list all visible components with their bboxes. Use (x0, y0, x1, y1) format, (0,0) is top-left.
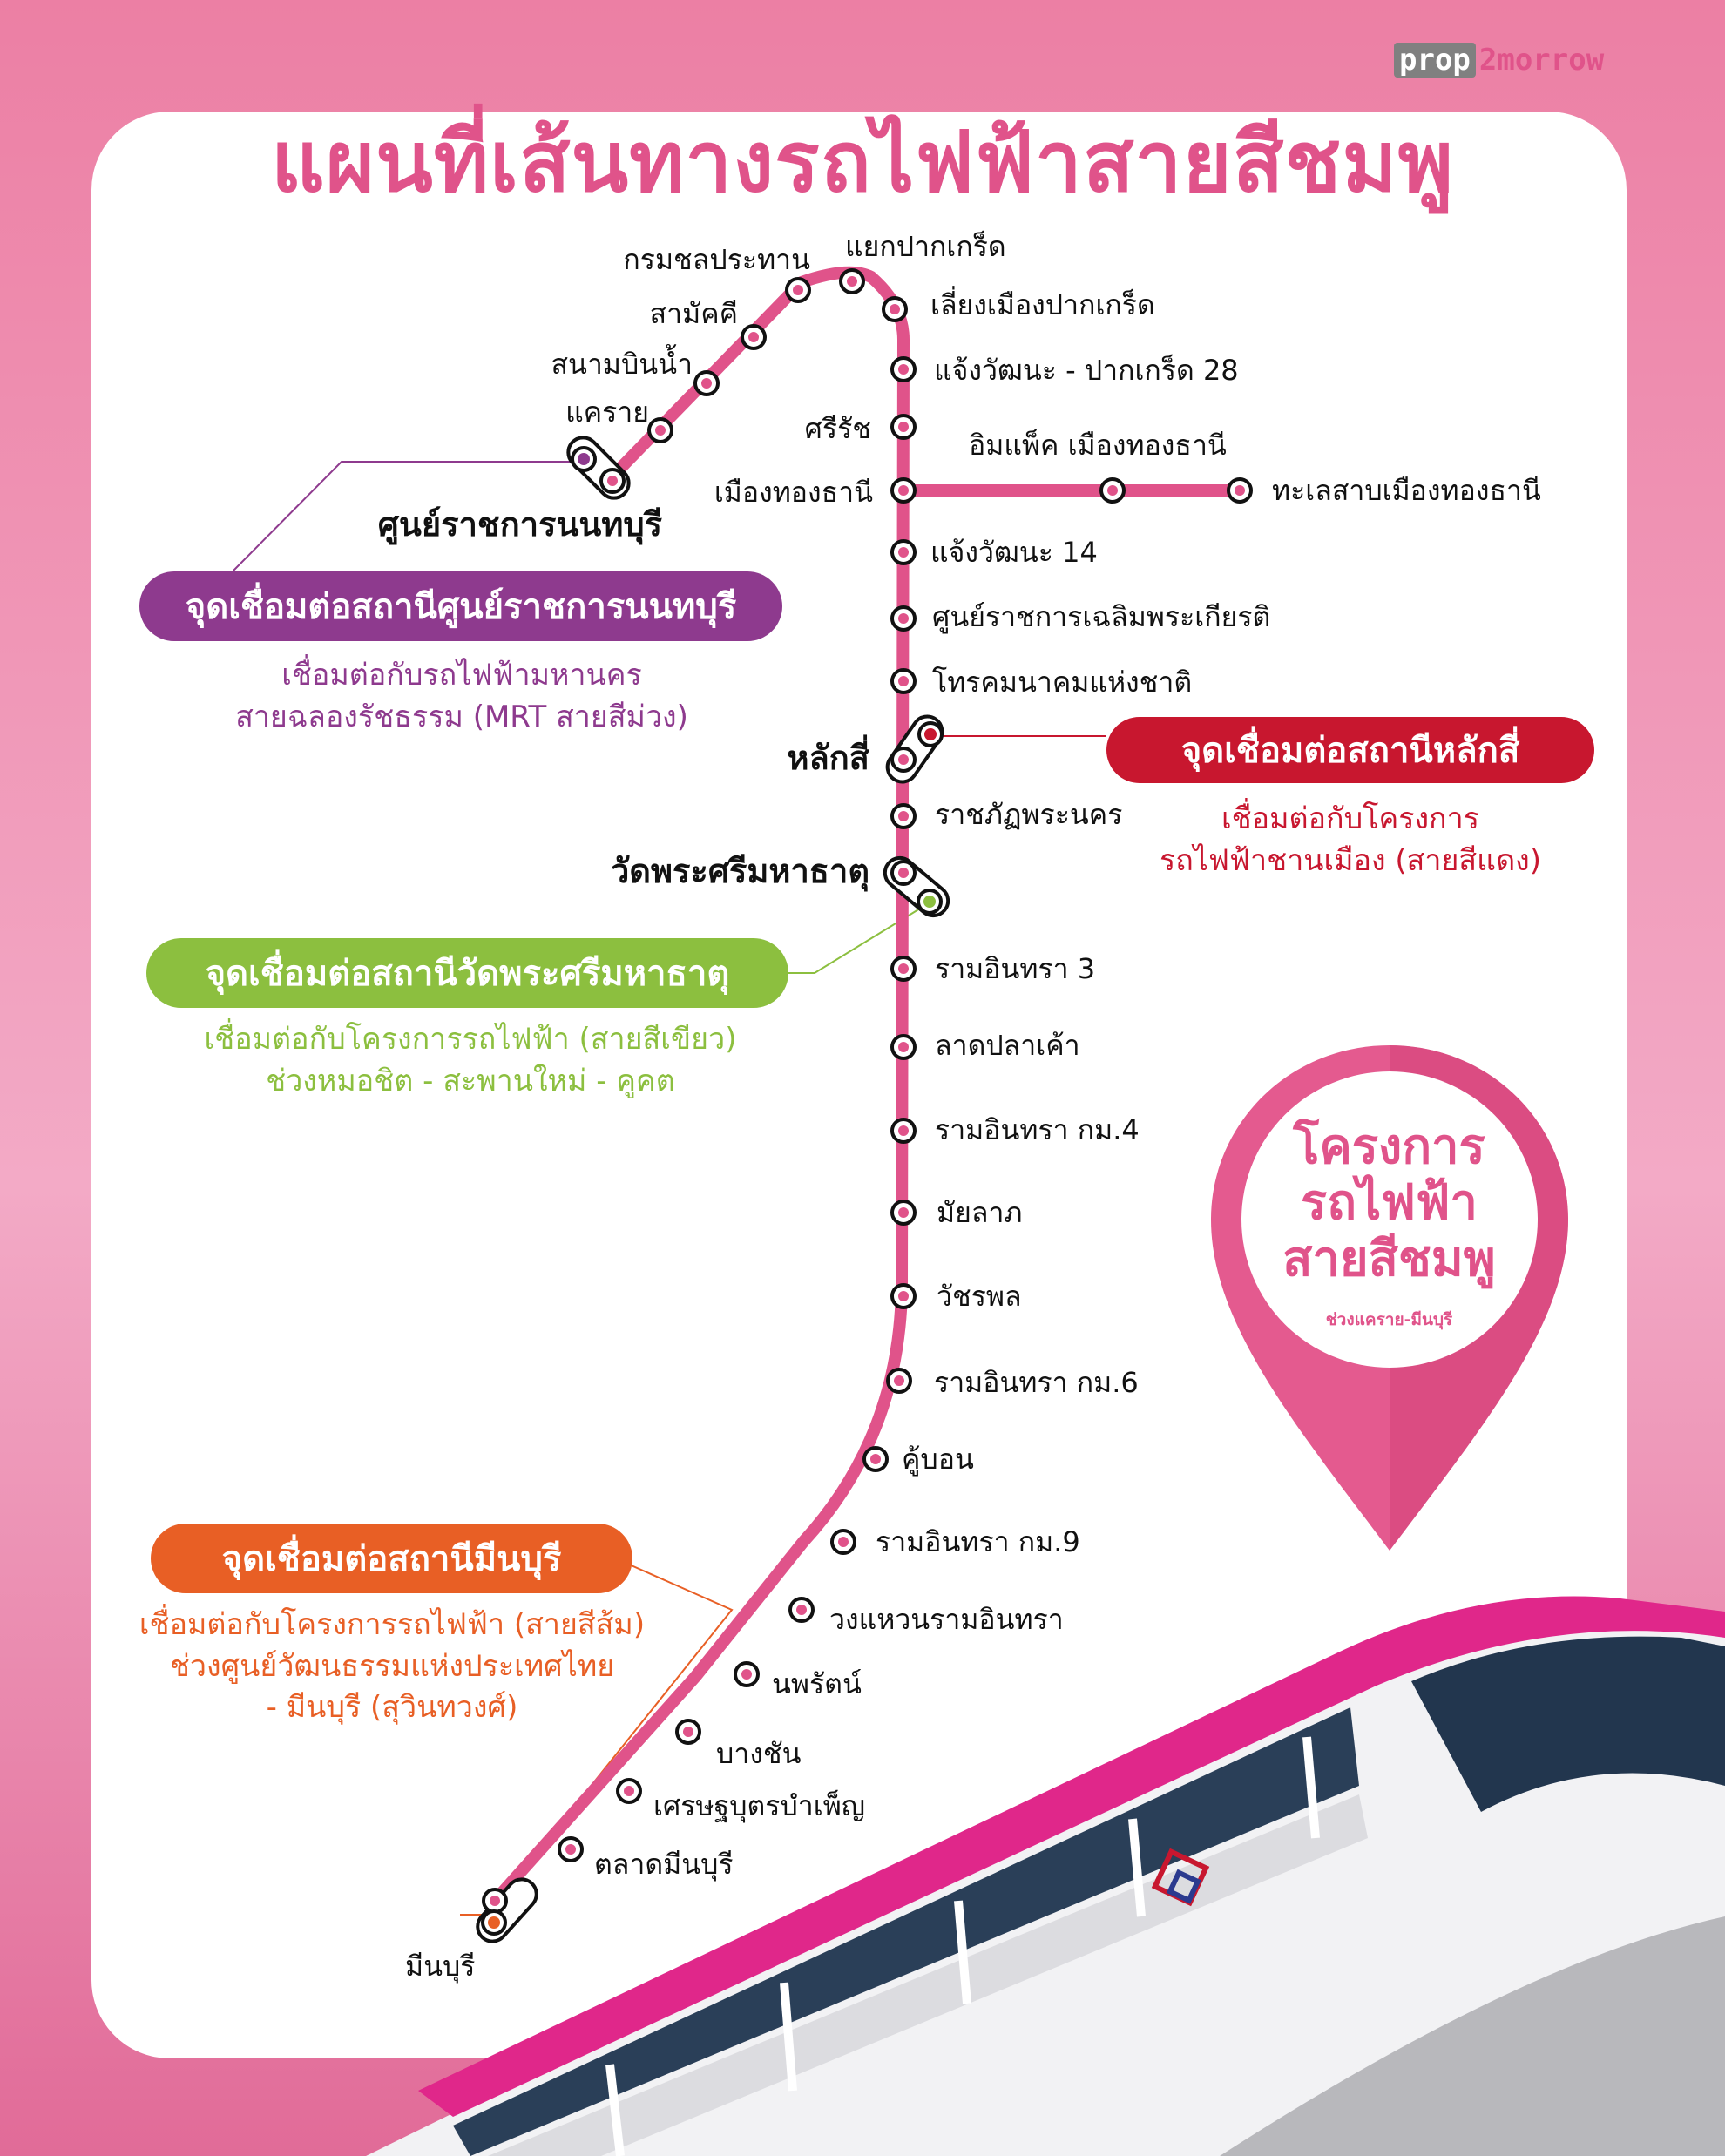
station-dot-center-22 (898, 364, 909, 375)
interchange-dot-center-0 (578, 453, 590, 465)
station-label-7: คู้บอน (902, 1443, 974, 1476)
station-dot-center-24 (847, 276, 857, 287)
station-dot-center-19 (898, 547, 909, 558)
station-label-4: นพรัตน์ (772, 1667, 862, 1700)
branch-station-dot-center-0 (1107, 485, 1118, 496)
station-label-13: รามอินทรา 3 (935, 952, 1096, 985)
station-label-19: แจ้งวัฒนะ 14 (930, 536, 1098, 569)
station-dot-center-16 (898, 754, 909, 765)
station-dot-center-1 (565, 1844, 576, 1855)
station-dot-center-17 (898, 676, 909, 686)
brand-part2: 2morrow (1478, 43, 1605, 78)
station-dot-center-23 (890, 304, 900, 314)
station-label-25: กรมชลประทาน (623, 243, 810, 276)
laksi-desc-line1: เชื่อมต่อกับโครงการ (1221, 801, 1479, 836)
station-label-16: หลักสี่ (787, 739, 869, 777)
station-dot-center-6 (838, 1537, 849, 1547)
station-dot-center-3 (683, 1727, 693, 1737)
station-dot-center-20 (898, 485, 909, 496)
pin-subtitle: ช่วงแคราย-มีนบุรี (1325, 1310, 1453, 1329)
minburi-interchange-desc (113, 1605, 671, 1729)
station-label-23: เลี่ยงเมืองปากเกร็ด (930, 288, 1155, 321)
pin-line1: โครงการ (1293, 1119, 1485, 1175)
station-dot-center-26 (748, 332, 759, 342)
nonthaburi-interchange-desc (174, 655, 749, 738)
station-dot-center-15 (898, 811, 909, 821)
minburi-desc-line1: เชื่อมต่อกับโครงการรถไฟฟ้า (สายสีส้ม) (139, 1607, 646, 1642)
minburi-desc-line3: - มีนบุรี (สุวินทวงศ์) (266, 1690, 518, 1726)
station-label-21: ศรีรัช (804, 412, 871, 445)
station-label-15: ราชภัฏพระนคร (935, 798, 1123, 831)
station-label-1: ตลาดมีนบุรี (594, 1848, 734, 1881)
station-label-3: บางชัน (716, 1737, 802, 1770)
station-label-18: ศูนย์ราชการเฉลิมพระเกียรติ (932, 600, 1271, 633)
station-dot-center-9 (898, 1291, 909, 1301)
station-dot-center-29 (607, 476, 618, 486)
watphra-interchange-title: จุดเชื่อมต่อสถานีวัดพระศรีมหาธาตุ (146, 938, 788, 1008)
station-label-9: วัชรพล (937, 1280, 1022, 1313)
station-label-20: เมืองทองธานี (714, 476, 873, 509)
interchange-dot-center-3 (488, 1916, 500, 1929)
station-dot-center-13 (898, 963, 909, 974)
station-label-27: สนามบินน้ำ (551, 348, 693, 381)
station-label-24: แยกปากเกร็ด (845, 230, 1006, 263)
station-label-2: เศรษฐบุตรบำเพ็ญ (653, 1789, 866, 1822)
station-label-10: มัยลาภ (937, 1196, 1023, 1229)
nonthaburi-interchange-title: จุดเชื่อมต่อสถานีศูนย์ราชการนนทบุรี (139, 571, 782, 641)
station-label-22: แจ้งวัฒนะ - ปากเกร็ด 28 (934, 354, 1239, 387)
station-dot-center-27 (701, 378, 712, 389)
station-label-28: แคราย (565, 395, 649, 429)
branch-station-label-1: ทะเลสาบเมืองทองธานี (1272, 474, 1541, 507)
station-dot-center-7 (870, 1454, 881, 1464)
pin-title (1248, 1119, 1531, 1288)
station-label-17: โทรคมนาคมแห่งชาติ (932, 666, 1193, 699)
station-dot-center-25 (793, 285, 803, 295)
station-label-26: สามัคคี (649, 297, 738, 330)
station-dot-center-12 (898, 1042, 909, 1052)
nonthaburi-desc-line1: เชื่อมต่อกับรถไฟฟ้ามหานคร (281, 658, 642, 693)
laksi-interchange-title: จุดเชื่อมต่อสถานีหลักสี่ (1106, 717, 1594, 783)
station-label-6: รามอินทรา กม.9 (876, 1525, 1080, 1558)
station-dot-center-5 (796, 1605, 807, 1615)
station-label-8: รามอินทรา กม.6 (934, 1366, 1139, 1399)
station-label-12: ลาดปลาเค้า (935, 1029, 1080, 1062)
station-label-14: วัดพระศรีมหาธาตุ (610, 852, 869, 890)
laksi-desc-line2: รถไฟฟ้าชานเมือง (สายสีแดง) (1159, 842, 1542, 878)
branch-station-dot-center-1 (1235, 485, 1245, 496)
watphra-desc-line2: ช่วงหมอชิต - สะพานใหม่ - คูคต (266, 1063, 675, 1098)
interchange-dot-center-1 (924, 728, 937, 740)
station-dot-center-0 (490, 1896, 500, 1906)
station-label-11: รามอินทรา กม.4 (935, 1113, 1140, 1146)
station-dot-center-14 (898, 868, 909, 878)
station-dot-center-10 (898, 1207, 909, 1218)
pin-line3: สายสีชมพู (1282, 1230, 1496, 1288)
branch-station-label-0: อิมแพ็ค เมืองทองธานี (969, 429, 1227, 462)
page-title: แผนที่เส้นทางรถไฟฟ้าสายสีชมพู (271, 113, 1454, 211)
station-dot-center-18 (898, 613, 909, 624)
watphra-desc-line1: เชื่อมต่อกับโครงการรถไฟฟ้า (สายสีเขียว) (204, 1022, 737, 1057)
station-dot-center-21 (898, 422, 909, 432)
brand-part1: prop (1394, 43, 1476, 78)
station-dot-center-8 (894, 1375, 904, 1386)
pin-line2: รถไฟฟ้า (1301, 1174, 1478, 1232)
watphra-interchange-desc (131, 1019, 810, 1102)
minburi-interchange-title: จุดเชื่อมต่อสถานีมีนบุรี (151, 1524, 632, 1593)
station-label-0: มีนบุรี (405, 1950, 476, 1983)
station-dot-center-2 (624, 1786, 634, 1796)
station-label-5: วงแหวนรามอินทรา (829, 1603, 1064, 1636)
station-dot-center-11 (898, 1125, 909, 1136)
nonthaburi-desc-line2: สายฉลองรัชธรรม (MRT สายสีม่วง) (235, 699, 688, 734)
station-dot-center-4 (741, 1669, 752, 1680)
interchange-dot-center-2 (923, 896, 936, 908)
minburi-desc-line2: ช่วงศูนย์วัฒนธรรมแห่งประเทศไทย (169, 1648, 615, 1684)
laksi-interchange-desc (1106, 799, 1594, 882)
capsule-laksi (882, 711, 948, 787)
station-label-29: ศูนย์ราชการนนทบุรี (377, 505, 662, 544)
station-dot-center-28 (655, 425, 666, 436)
